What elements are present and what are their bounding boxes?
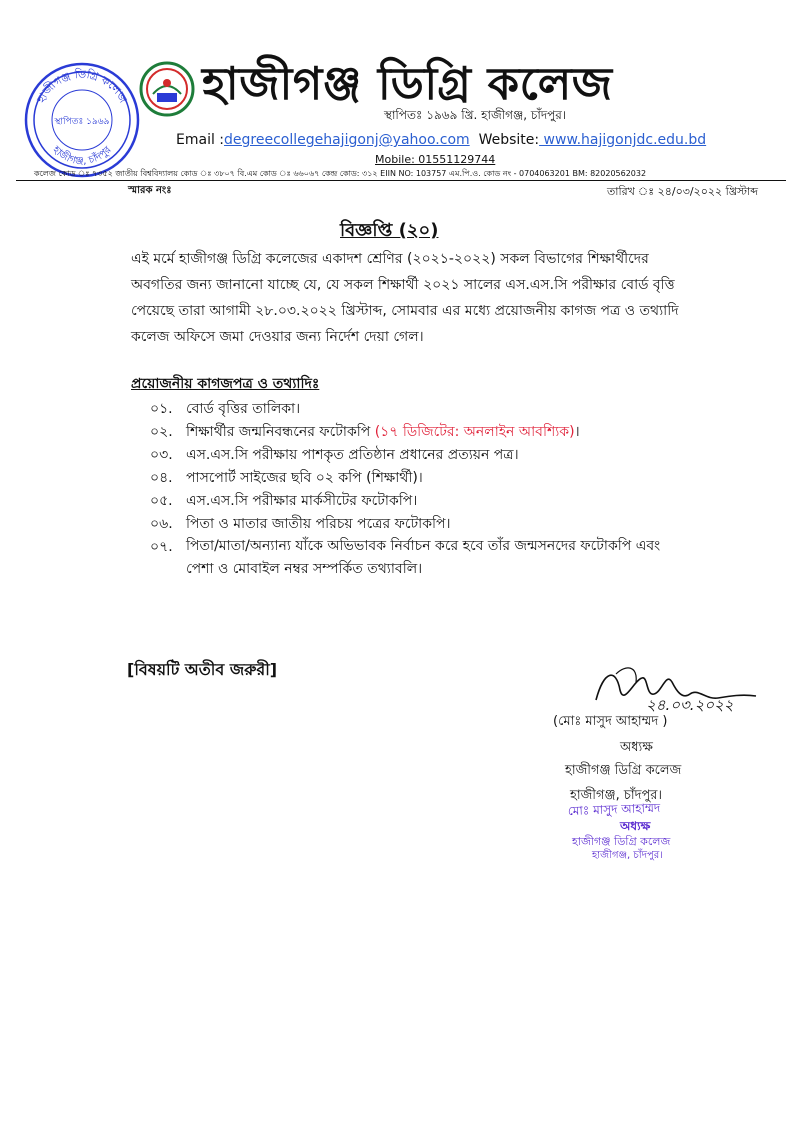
signer-college: হাজীগঞ্জ ডিগ্রি কলেজ — [565, 763, 682, 778]
college-seal — [22, 60, 142, 180]
item-text: পাসপোর্ট সাইজের ছবি ০২ কপি (শিক্ষার্থী)। — [186, 470, 423, 486]
seal-ring-text: হাজীগঞ্জ ডিগ্রি কলেজ — [34, 67, 130, 106]
signature-date: ২৪.০৩.২০২২ — [646, 696, 734, 714]
item-number: ০৭. — [150, 539, 173, 555]
list-item — [150, 489, 750, 512]
stamp-college: হাজীগঞ্জ ডিগ্রি কলেজ — [572, 835, 671, 848]
contact-line — [176, 132, 706, 148]
item-text: শিক্ষার্থীর জন্মনিবন্ধনের ফটোকপি — [186, 424, 375, 440]
item-number: ০৪. — [150, 470, 173, 486]
list-item — [150, 466, 750, 489]
principal-stamp — [562, 800, 732, 862]
intro-line: অবগতির জন্য জানানো যাচ্ছে যে, যে সকল শিক্ষার্থী ২০২১ সালের এস.এস.সি পরীক্ষার বোর্ড বৃত্তি — [131, 277, 675, 293]
requirements-heading: প্রয়োজনীয় কাগজপত্র ও তথ্যাদিঃ — [131, 376, 320, 392]
svg-text:হাজীগঞ্জ, চাঁদপুর — [50, 144, 114, 167]
list-item — [150, 512, 750, 535]
intro-line: কলেজ অফিসে জমা দেওয়ার জন্য নির্দেশ দেয়া গেল। — [131, 329, 424, 345]
seal-bottom-text: হাজীগঞ্জ, চাঁদপুর — [50, 144, 114, 168]
item-tail: । — [574, 424, 580, 440]
signer-role: অধ্যক্ষ — [620, 740, 653, 755]
email-label: Email : — [176, 132, 225, 148]
signer-name: (মোঃ মাসুদ আহাম্মদ ) — [553, 714, 668, 729]
item-text: এস.এস.সি পরীক্ষার মার্কসীটের ফটোকপি। — [186, 493, 418, 509]
item-text: বোর্ড বৃত্তির তালিকা। — [186, 401, 301, 417]
item-highlight: (১৭ ডিজিটের: অনলাইন আবশ্যিক) — [374, 424, 575, 440]
item-number: ০১. — [150, 401, 173, 417]
stamp-name: মোঃ মাসুদ আহাম্মদ — [567, 800, 661, 818]
item-number: ০২. — [150, 424, 173, 440]
list-item — [150, 397, 750, 420]
established-line: স্থাপিতঃ ১৯৬৯ খ্রি. হাজীগঞ্জ, চাঁদপুর। — [384, 108, 567, 122]
item-number: ০৩. — [150, 447, 173, 463]
website-label: Website: — [478, 132, 540, 148]
header-divider — [16, 180, 786, 181]
notice-title: বিজ্ঞপ্তি (২০) — [340, 220, 439, 241]
item-text-line2: পেশা ও মোবাইল নম্বর সম্পর্কিত তথ্যাবলি। — [186, 561, 423, 577]
college-emblem-icon — [138, 60, 196, 118]
list-item — [150, 535, 750, 581]
mobile-line: Mobile: 01551129744 — [375, 153, 496, 166]
item-number: ০৬. — [150, 516, 173, 532]
item-text: পিতা ও মাতার জাতীয় পরিচয় পত্রের ফটোকপি। — [186, 516, 451, 532]
urgent-note: [বিষয়টি অতীব জরুরী] — [127, 660, 278, 679]
stamp-role: অধ্যক্ষ — [620, 819, 651, 833]
item-number: ০৫. — [150, 493, 173, 509]
handwritten-signature — [586, 660, 761, 718]
codes-line: কলেজ কোড ঃ ৭৩৫২ জাতীয় বিশ্ববিদ্যালয় কোড ঃ ৩৮০৭ বি.এম কোড ঃ ৬৬০৬৭ কেন্দ্র কোড: ৩১২ EIIN NO: 103757 এম.পি.ও. কোড নং - 0704063201 BM: 82020562032 — [34, 169, 647, 178]
intro-paragraph — [131, 246, 731, 350]
stamp-address: হাজীগঞ্জ, চাঁদপুর। — [592, 850, 663, 861]
date-line: তারিখ ঃ ২৪/০৩/২০২২ খ্রিস্টাব্দ — [607, 185, 758, 198]
signer-address: হাজীগঞ্জ, চাঁদপুর। — [570, 788, 663, 803]
seal-center-text: স্থাপিতঃ ১৯৬৯ — [54, 117, 110, 127]
item-text: এস.এস.সি পরীক্ষায় পাশকৃত প্রতিষ্ঠান প্রধানের প্রত্যয়ন পত্র। — [186, 447, 519, 463]
item-text-line1: পিতা/মাতা/অন্যান্য যাঁকে অভিভাবক নির্বাচন করে হবে তাঁর জন্মসনদের ফটোকপি এবং — [186, 538, 661, 554]
website-link[interactable]: www.hajigonjdc.edu.bd — [539, 132, 707, 148]
list-item — [150, 443, 750, 466]
college-title: হাজীগঞ্জ ডিগ্রি কলেজ — [202, 57, 613, 110]
memo-number-label: স্মারক নংঃ — [128, 185, 172, 196]
list-item — [150, 420, 750, 443]
intro-line: এই মর্মে হাজীগঞ্জ ডিগ্রি কলেজের একাদশ শ্রেণির (২০২১-২০২২) সকল বিভাগের শিক্ষার্থীদের — [131, 251, 649, 267]
intro-line: পেয়েছে তারা আগামী ২৮.০৩.২০২২ খ্রিস্টাব্দ, সোমবার এর মধ্যে প্রয়োজনীয় কাগজ পত্র ও তথ্যাদি — [131, 303, 679, 319]
requirements-list — [150, 397, 750, 581]
email-link[interactable]: degreecollegehajigonj@yahoo.com — [224, 132, 470, 148]
